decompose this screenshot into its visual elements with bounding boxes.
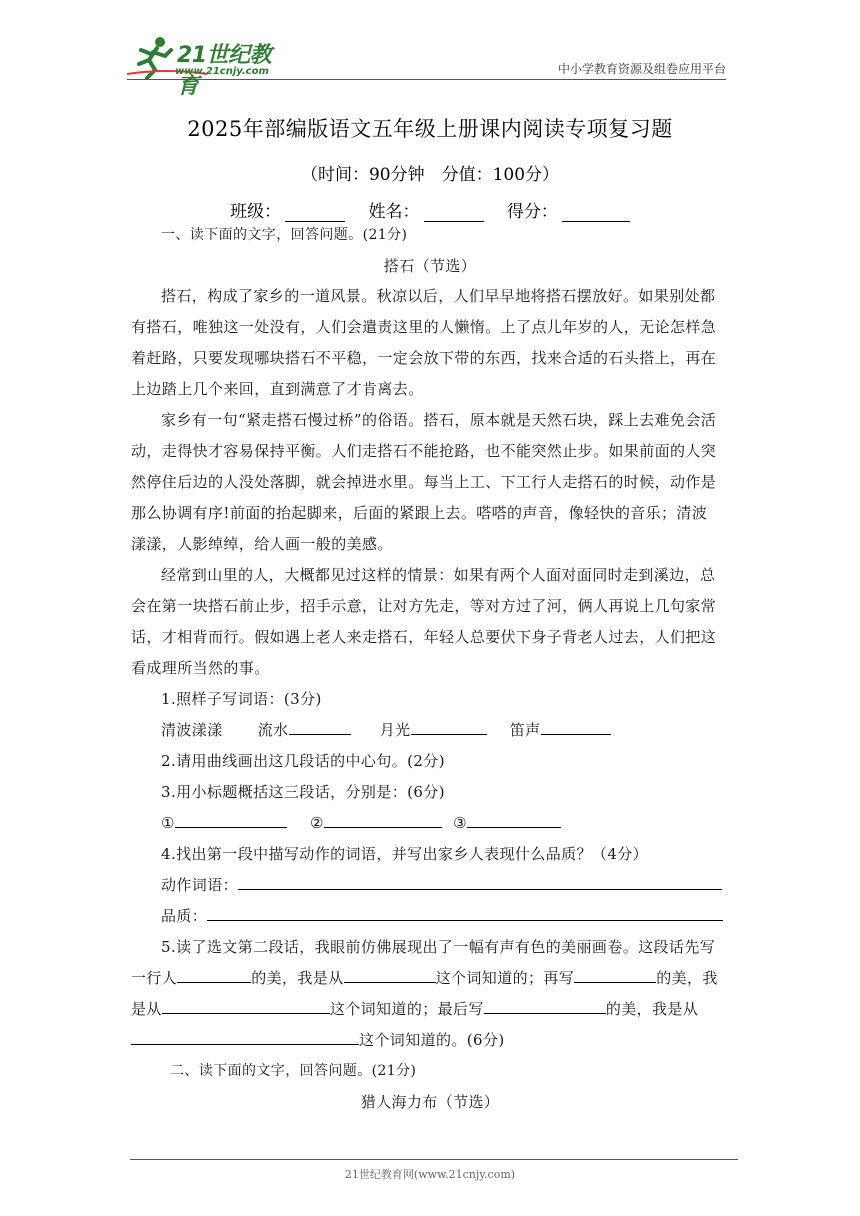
passage-line: 上边踏上几个来回，直到满意了才肯离去。 xyxy=(131,380,424,398)
passage-line: 会在第一块搭石前止步，招手示意，让对方先走，等对方过了河，俩人再说上几句家常 xyxy=(131,597,717,615)
circled-number: ② xyxy=(310,814,324,832)
q5-text: 的美，我 xyxy=(656,969,718,987)
word-prompt: 月光 xyxy=(379,721,411,739)
question-4-action xyxy=(161,874,722,895)
header-divider xyxy=(127,79,726,80)
site-logo xyxy=(127,34,287,99)
circled-number: ③ xyxy=(453,814,467,832)
passage-line: 有搭石，唯独这一处没有，人们会遣责这里的人懒惰。上了点儿年岁的人，无论怎样急 xyxy=(131,318,717,336)
word-prompt: 笛声 xyxy=(509,721,541,739)
passage-line: 话，才相背而行。假如遇上老人来走搭石，年轻人总要伏下身子背老人过去，人们把这 xyxy=(131,628,717,646)
question-5-line3 xyxy=(131,998,698,1019)
class-label: 班级： xyxy=(230,202,282,222)
answer-blank[interactable] xyxy=(289,719,351,735)
section2-heading: 二、读下面的文字，回答问题。(21分) xyxy=(170,1063,417,1079)
answer-blank[interactable] xyxy=(207,905,723,921)
question-5: 5.读了选文第二段话，我眼前仿佛展现出了一幅有声有色的美丽画卷。这段话先写 xyxy=(161,938,716,956)
logo-url: www.21cnjy.com xyxy=(175,66,269,77)
passage-line: 那么协调有序!前面的抬起脚来，后面的紧跟上去。嗒嗒的声音，像轻快的音乐；清波 xyxy=(131,504,708,522)
passage-line: 漾漾，人影绰绰，给人画一般的美感。 xyxy=(131,535,393,553)
answer-blank[interactable] xyxy=(324,812,442,828)
word-prompt: 流水 xyxy=(257,721,289,739)
q5-text: 的美，我是从 xyxy=(251,969,344,987)
answer-blank[interactable] xyxy=(177,967,251,983)
answer-blank[interactable] xyxy=(484,998,606,1014)
passage1-title: 搭石（节选） xyxy=(383,257,477,275)
passage-line: 搭石，构成了家乡的一道风景。秋凉以后，人们早早地将搭石摆放好。如果别处都 xyxy=(161,287,716,305)
passage-line: 家乡有一句“紧走搭石慢过桥”的俗语。搭石，原本就是天然石块，踩上去难免会活 xyxy=(161,411,717,429)
name-field[interactable] xyxy=(424,203,484,222)
q5-text: 这个词知道的。(6分) xyxy=(359,1031,505,1049)
question-5-line4 xyxy=(131,1029,505,1050)
answer-blank[interactable] xyxy=(238,874,722,890)
question-2: 2.请用曲线画出这几段话的中心句。(2分) xyxy=(161,752,445,770)
section1-heading: 一、读下面的文字，回答问题。(21分) xyxy=(161,227,408,243)
answer-blank[interactable] xyxy=(467,812,561,828)
q5-text: 的美，我是从 xyxy=(605,1000,699,1018)
passage-line: 然停住后边的人没处落脚，就会掉进水里。每当上工、下工行人走搭石的时候，动作是 xyxy=(131,473,717,491)
answer-blank[interactable] xyxy=(175,812,287,828)
q5-text: 这个词知道的；最后写 xyxy=(329,1000,484,1018)
answer-blank[interactable] xyxy=(574,967,656,983)
question-3-answers xyxy=(161,812,561,832)
answer-blank[interactable] xyxy=(541,719,611,735)
question-1: 1.照样子写词语：(3分) xyxy=(161,690,322,708)
answer-blank[interactable] xyxy=(131,1029,359,1045)
q5-text: 这个词知道的；再写 xyxy=(435,969,575,987)
passage2-title: 猎人海力布（节选） xyxy=(360,1093,500,1111)
question-4-quality xyxy=(161,905,723,926)
footer-text: 21世纪教育网(www.21cnjy.com) xyxy=(344,1168,516,1181)
passage-line: 着赶路，只要发现哪块搭石不平稳，一定会放下带的东西，找来合适的石头搭上，再在 xyxy=(131,349,717,367)
name-label: 姓名： xyxy=(368,202,420,222)
page-subtitle: （时间：90分钟 分值：100分） xyxy=(300,165,560,185)
q5-text: 一行人 xyxy=(131,969,178,987)
answer-blank[interactable] xyxy=(344,967,436,983)
answer-blank[interactable] xyxy=(411,719,487,735)
answer-blank[interactable] xyxy=(162,998,330,1014)
example-word: 清波漾漾 xyxy=(161,721,223,739)
passage-line: 动，走得快才容易保持平衡。人们走搭石不能抢路，也不能突然止步。如果前面的人突 xyxy=(131,442,717,460)
question-1-answers xyxy=(161,719,611,740)
score-field[interactable] xyxy=(562,203,630,222)
footer-divider xyxy=(130,1159,738,1160)
action-label: 动作词语： xyxy=(161,876,239,894)
question-5-line2 xyxy=(131,967,718,988)
question-4: 4.找出第一段中描写动作的词语，并写出家乡人表现什么品质？（4分） xyxy=(161,845,649,863)
header-platform-text: 中小学教育资源及组卷应用平台 xyxy=(557,62,726,76)
page-title: 2025年部编版语文五年级上册课内阅读专项复习题 xyxy=(187,117,673,141)
circled-number: ① xyxy=(161,814,175,832)
student-info-fields xyxy=(0,197,860,222)
passage-line: 看成理所当然的事。 xyxy=(131,659,270,677)
q5-text: 是从 xyxy=(131,1000,162,1018)
score-label: 得分： xyxy=(506,202,558,222)
logo-text: 21世纪教育 xyxy=(177,43,272,99)
passage-line: 经常到山里的人，大概都见过这样的情景：如果有两个人面对面同时走到溪边，总 xyxy=(161,566,716,584)
question-3: 3.用小标题概括这三段话，分别是：(6分) xyxy=(161,783,445,801)
quality-label: 品质： xyxy=(161,907,208,925)
class-field[interactable] xyxy=(285,203,345,222)
